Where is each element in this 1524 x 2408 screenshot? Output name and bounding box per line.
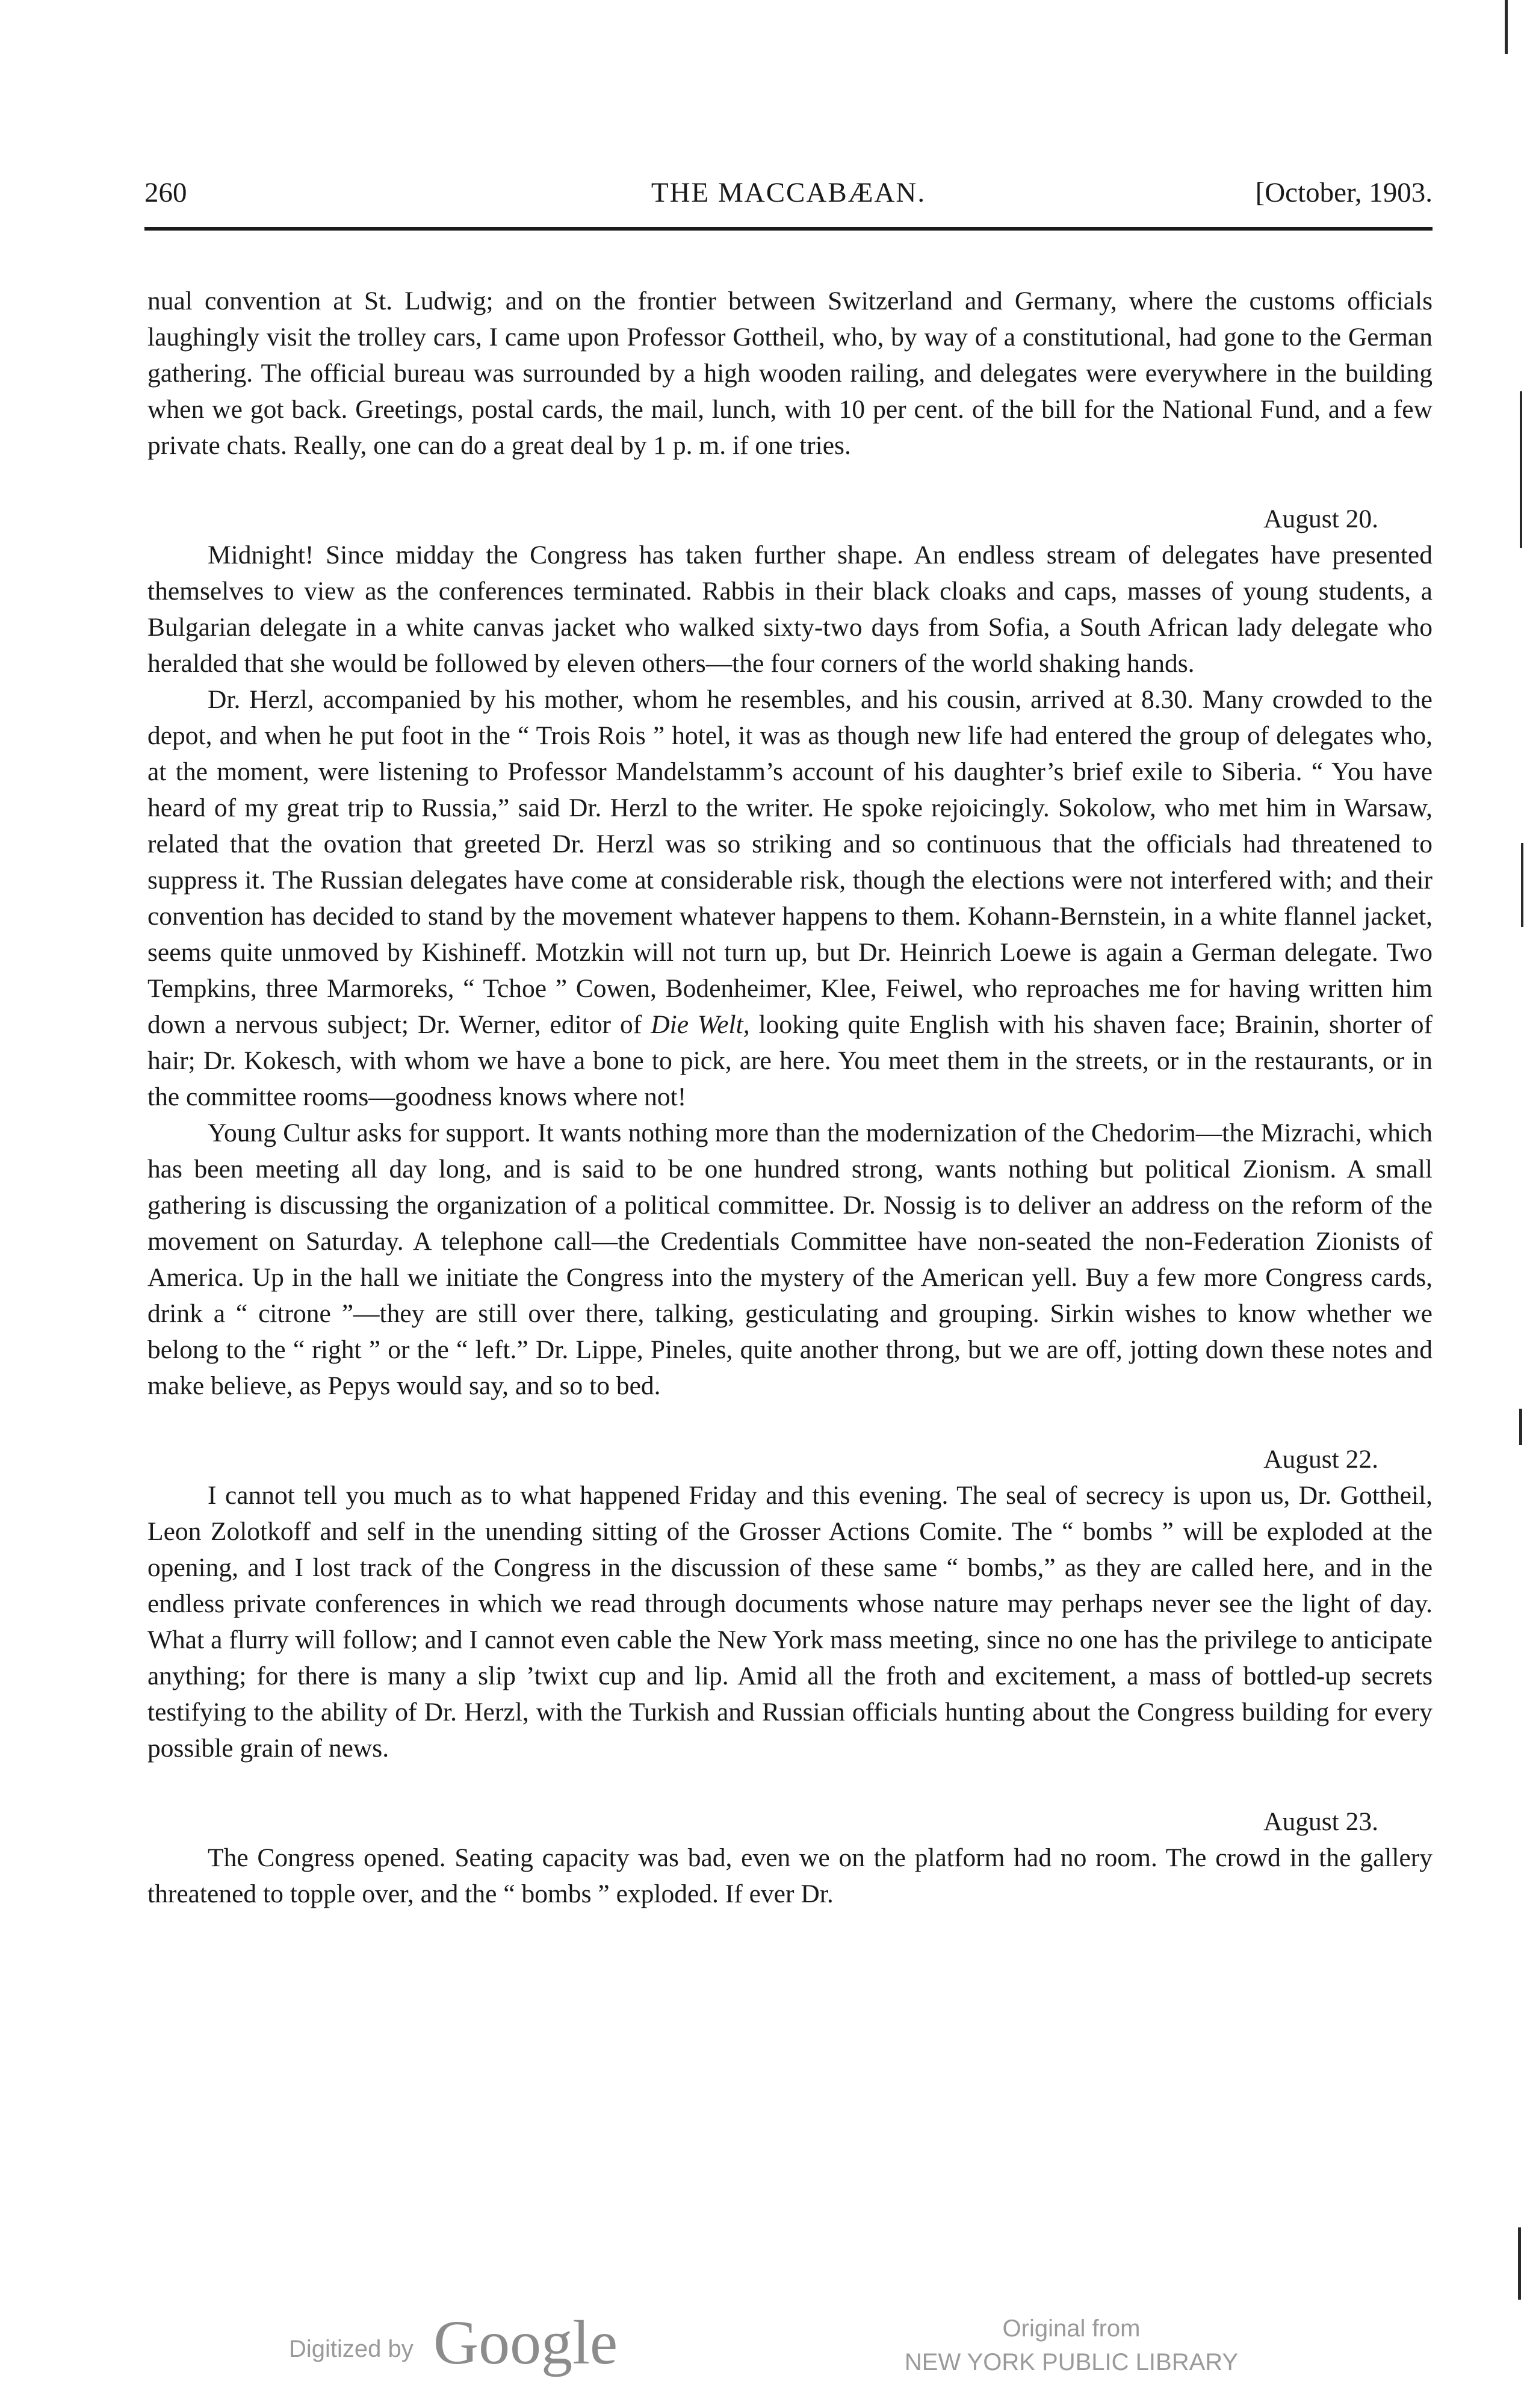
paragraph: Young Cultur asks for support. It wants nothing more than the modernization of the Chedorim—the Mizrachi, which has been meeting all day long, and is said to be one hundred strong, wants nothing but political Zionism. A small gathering is discussing the organization of a political committee. Dr. Nossig is to deliver an address on the reform of the movement on Saturday. A telephone call—the Credentials Committee have non-seated the non-Federation Zionists of America. Up in the hall we initiate the Congress into the mystery of the American yell. Buy a few more Congress cards, drink a “ citrone ”—they are still over there, talking, gesticulating and grouping. Sirkin wishes to know whether we belong to the “ right ” or the “ left.” Dr. Lippe, Pineles, quite another throng, but we are off, jotting down these notes and make believe, as Pepys would say, and so to bed. [147, 1119, 1433, 1400]
original-from-label: Original from [1002, 2315, 1141, 2342]
journal-title: THE MACCABÆAN. [651, 177, 926, 208]
digitized-by-label: Digitized by [289, 2336, 414, 2362]
paragraph [147, 681, 1433, 1115]
scan-artifact [1519, 1409, 1522, 1445]
paragraph-text: looking quite English with his shaven face; Brainin, shorter of hair; Dr. Kokesch, with whom we have a bone to pick, are here. You meet them in the streets, or in the restaurants, or in the committee rooms—goodness knows where not! [147, 1010, 1433, 1111]
paragraph-text: Dr. Herzl, accompanied by his mother, whom he resembles, and his cousin, arrived at 8.30. Many crowded to the depot, and when he put foot in the “ Trois Rois ” hotel, it was as though new life had entered the group of delegates who, at the moment, were listening to Professor Mandelstamm’s account of his daughter’s brief exile to Siberia. “ You have heard of my great trip to Russia,” said Dr. Herzl to the writer. He spoke rejoicingly. Sokolow, who met him in Warsaw, related that the ovation that greeted Dr. Herzl was so striking and so continuous that the officials had threatened to suppress it. The Russian delegates have come at considerable risk, though the elections were not interfered with; and their convention has decided to stand by the movement whatever happens to them. Kohann-Bernstein, in a white flannel jacket, seems quite unmoved by Kishineff. Motzkin will not turn up, but Dr. Heinrich Loewe is again a German delegate. Two Tempkins, three Marmoreks, “ Tchoe ” Cowen, Bodenheimer, Klee, Feiwel, who reproaches me for having written him down a nervous subject; Dr. Werner, editor of [147, 685, 1433, 1039]
paragraph: The Congress opened. Seating capacity was bad, even we on the platform had no room. The crowd in the gallery threatened to topple over, and the “ bombs ” exploded. If ever Dr. [147, 1843, 1433, 1908]
italic-title: Die Welt, [651, 1010, 750, 1039]
google-logo: Google [433, 2308, 618, 2377]
paragraph: nual convention at St. Ludwig; and on the frontier between Switzerland and Germany, where the customs officials laughingly visit the trolley cars, I came upon Professor Gottheil, who, by way of a constitutional, had gone to the German gathering. The official bureau was surrounded by a high wooden railing, and delegates were everywhere in the building when we got back. Greetings, postal cards, the mail, lunch, with 10 per cent. of the bill for the National Fund, and a few private chats. Really, one can do a great deal by 1 p. m. if one tries. [147, 287, 1433, 460]
issue-date: [October, 1903. [1255, 177, 1433, 208]
original-source [885, 2312, 1258, 2379]
digitization-footer [0, 2308, 1524, 2384]
scan-artifact [1521, 843, 1523, 927]
article-body [147, 283, 1433, 1912]
paragraph: I cannot tell you much as to what happened Friday and this evening. The seal of secrecy is upon us, Dr. Gottheil, Leon Zolotkoff and self in the unending sitting of the Grosser Actions Comite. The “ bombs ” will be exploded at the opening, and I lost track of the Congress in the discussion of these same “ bombs,” as they are called here, and in the endless private conferences in which we read through documents whose nature may perhaps never see the light of day. What a flurry will follow; and I cannot even cable the New York mass meeting, since no one has the privilege to anticipate anything; for there is many a slip ’twixt cup and lip. Amid all the froth and excitement, a mass of bottled-up secrets testifying to the ability of Dr. Herzl, with the Turkish and Russian officials hunting about the Congress building for every possible grain of news. [147, 1481, 1433, 1763]
scan-artifact [1518, 2227, 1521, 2300]
library-name: NEW YORK PUBLIC LIBRARY [904, 2349, 1239, 2375]
header-rule [144, 227, 1433, 231]
dateline: August 20. [1263, 504, 1378, 533]
page-number: 260 [144, 177, 187, 208]
scan-artifact [1520, 391, 1522, 548]
running-header [144, 172, 1433, 214]
paragraph: Midnight! Since midday the Congress has taken further shape. An endless stream of delegates have presented themselves to view as the conferences terminated. Rabbis in their black cloaks and caps, masses of young students, a Bulgarian delegate in a white canvas jacket who walked sixty-two days from Sofia, a South African lady delegate who heralded that she would be followed by eleven others—the four corners of the world shaking hands. [147, 541, 1433, 678]
dateline: August 23. [1263, 1807, 1378, 1836]
dateline: August 22. [1263, 1445, 1378, 1474]
scan-artifact [1505, 0, 1508, 54]
